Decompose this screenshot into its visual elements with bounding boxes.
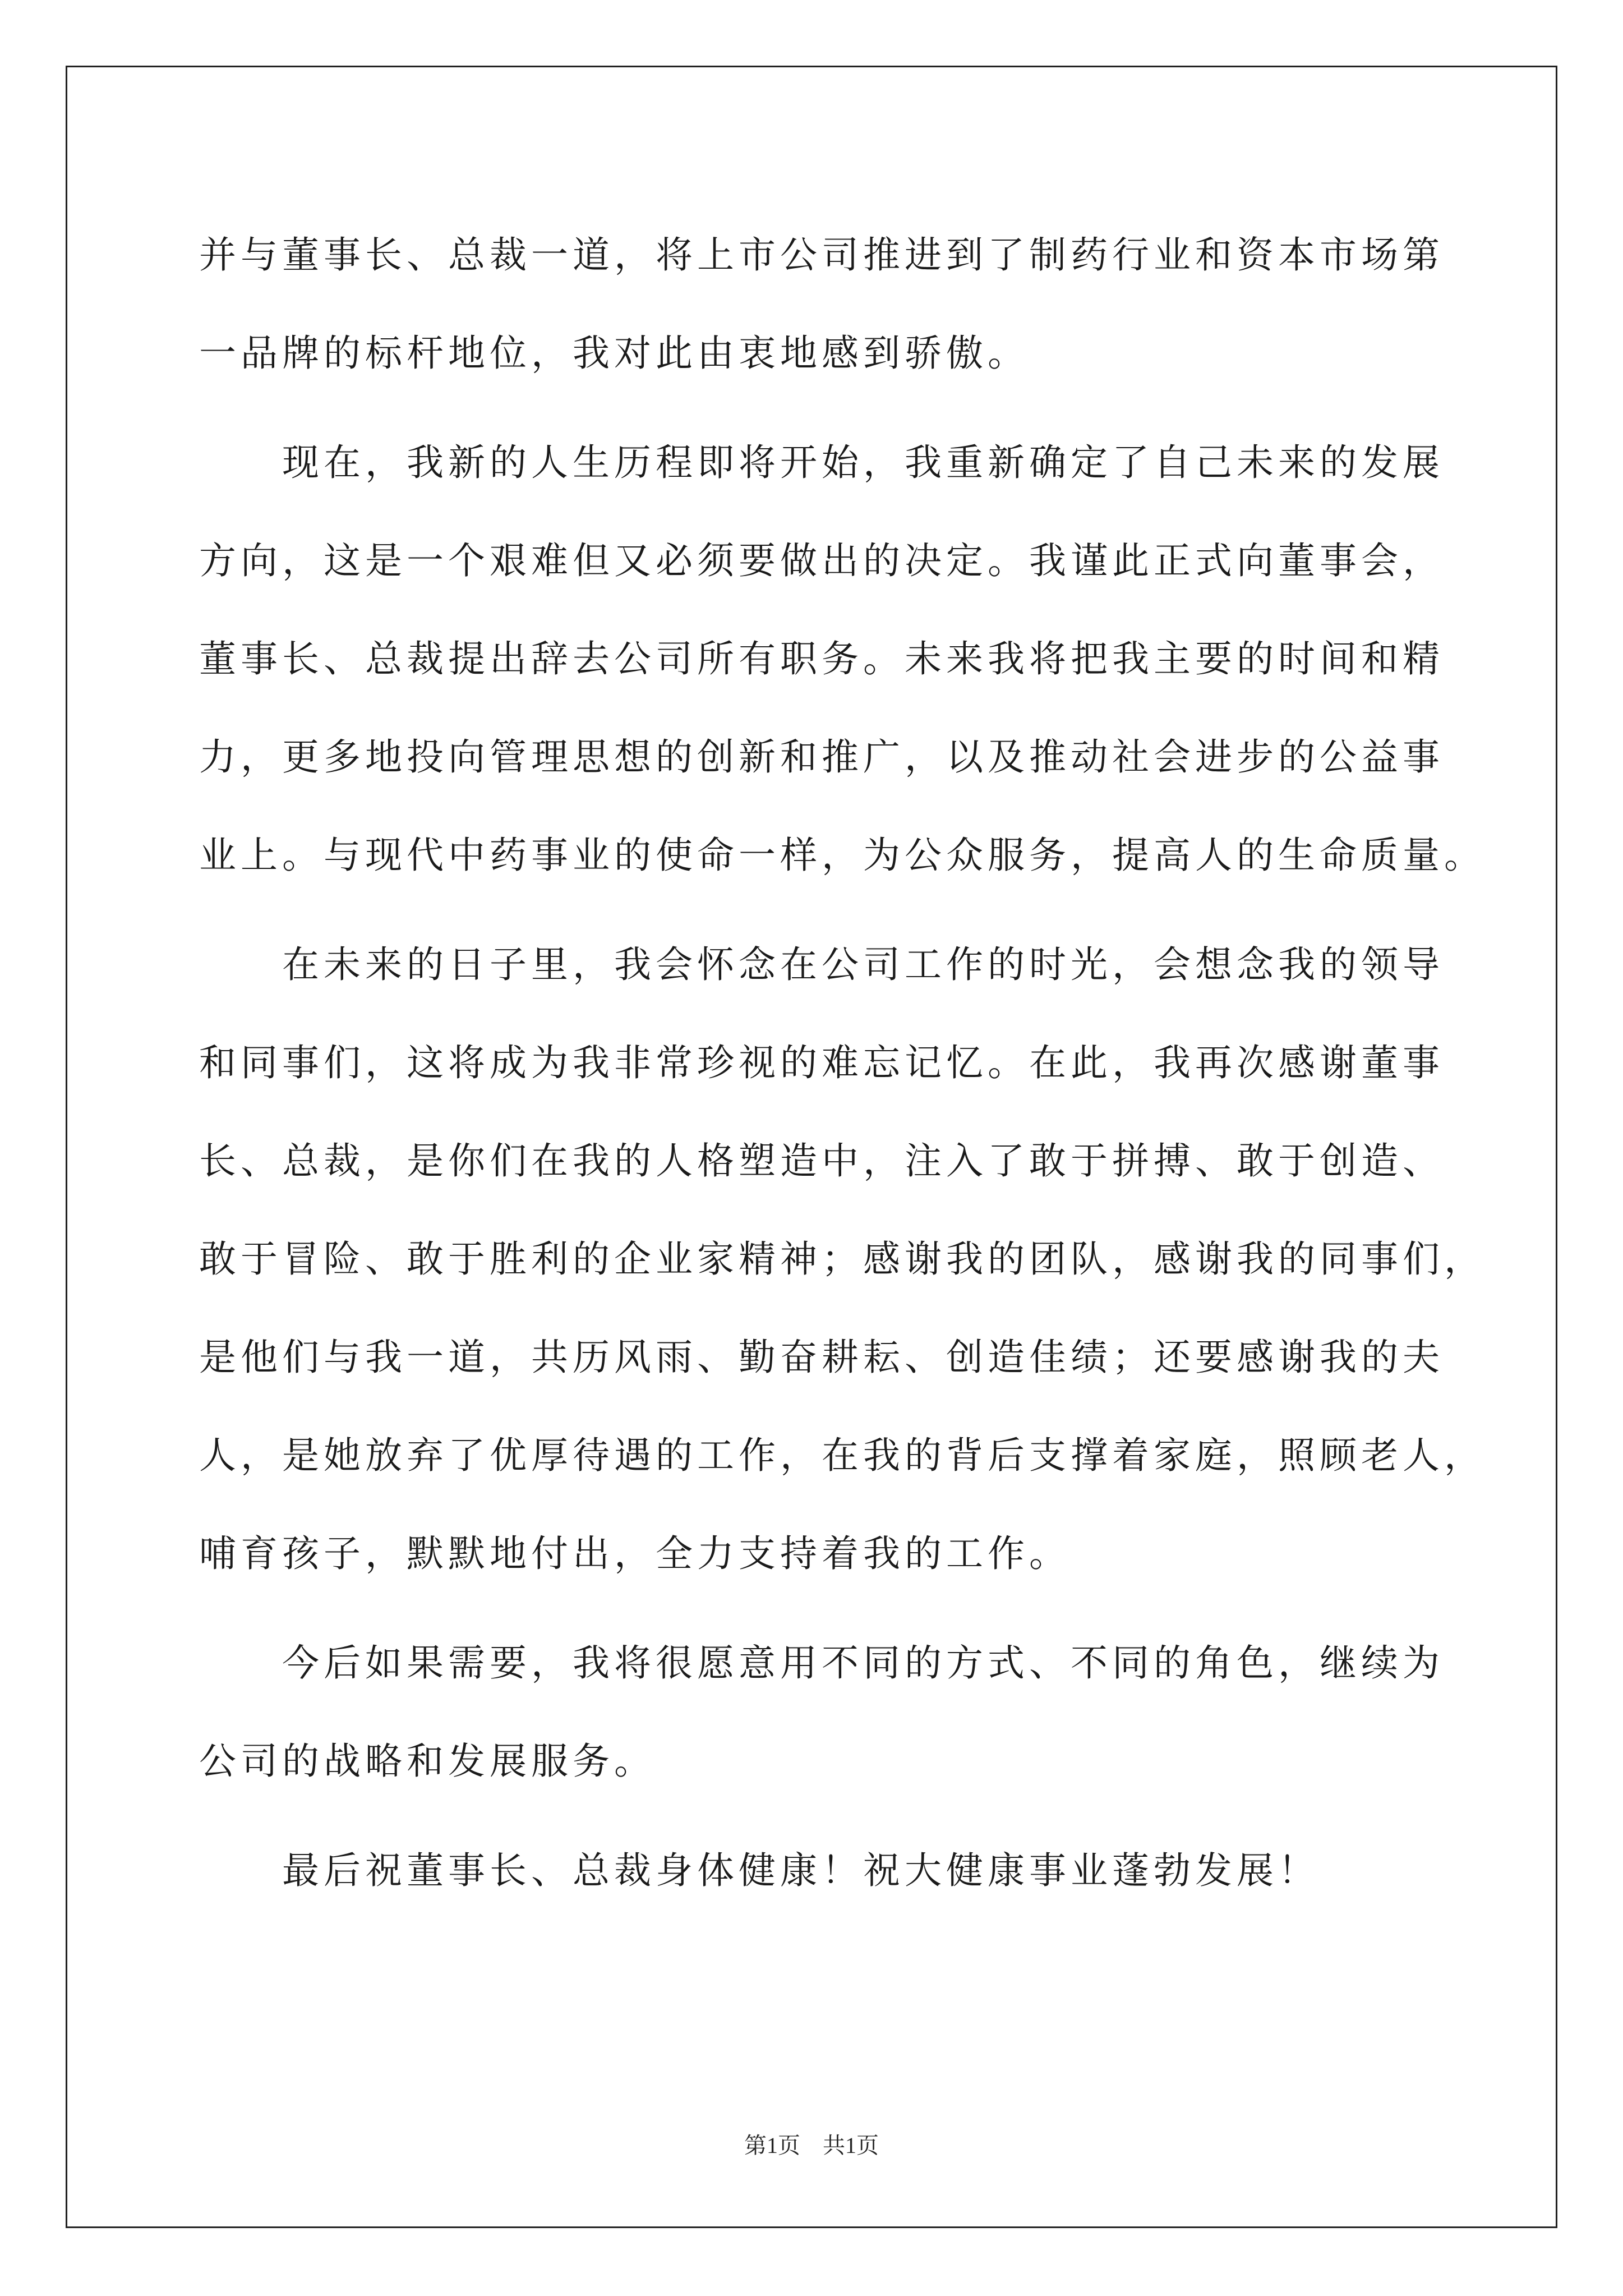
text-line: 是他们与我一道，共历风雨、勤奋耕耘、创造佳绩；还要感谢我的夫 <box>199 1336 1444 1379</box>
text-line: 业上。与现代中药事业的使命一样，为公众服务，提高人的生命质量。 <box>199 834 1486 877</box>
text-line: 哺育孩子，默默地付出，全力支持着我的工作。 <box>199 1532 1071 1575</box>
text-line: 一品牌的标杆地位，我对此由衷地感到骄傲。 <box>199 332 1029 375</box>
text-line: 董事长、总裁提出辞去公司所有职务。未来我将把我主要的时间和精 <box>199 637 1444 680</box>
text-line: 方向，这是一个艰难但又必须要做出的决定。我谨此正式向董事会， <box>199 539 1444 582</box>
text-line: 在未来的日子里，我会怀念在公司工作的时光，会想念我的领导 <box>199 943 1444 986</box>
text-line: 公司的战略和发展服务。 <box>199 1740 656 1783</box>
text-line: 今后如果需要，我将很愿意用不同的方式、不同的角色，继续为 <box>199 1641 1444 1685</box>
text-line: 和同事们，这将成为我非常珍视的难忘记忆。在此，我再次感谢董事 <box>199 1041 1444 1084</box>
text-line: 人，是她放弃了优厚待遇的工作，在我的背后支撑着家庭，照顾老人， <box>199 1434 1486 1477</box>
text-line: 敢于冒险、敢于胜利的企业家精神；感谢我的团队，感谢我的同事们， <box>199 1237 1486 1281</box>
page-footer: 第1页 共1页 <box>744 2133 879 2158</box>
text-line: 力，更多地投向管理思想的创新和推广，以及推动社会进步的公益事 <box>199 735 1444 779</box>
text-line: 并与董事长、总裁一道，将上市公司推进到了制药行业和资本市场第 <box>199 233 1444 277</box>
text-line: 现在，我新的人生历程即将开始，我重新确定了自己未来的发展 <box>199 441 1444 484</box>
text-line: 最后祝董事长、总裁身体健康！祝大健康事业蓬勃发展！ <box>199 1849 1320 1892</box>
text-line: 长、总裁，是你们在我的人格塑造中，注入了敢于拼搏、敢于创造、 <box>199 1139 1444 1182</box>
